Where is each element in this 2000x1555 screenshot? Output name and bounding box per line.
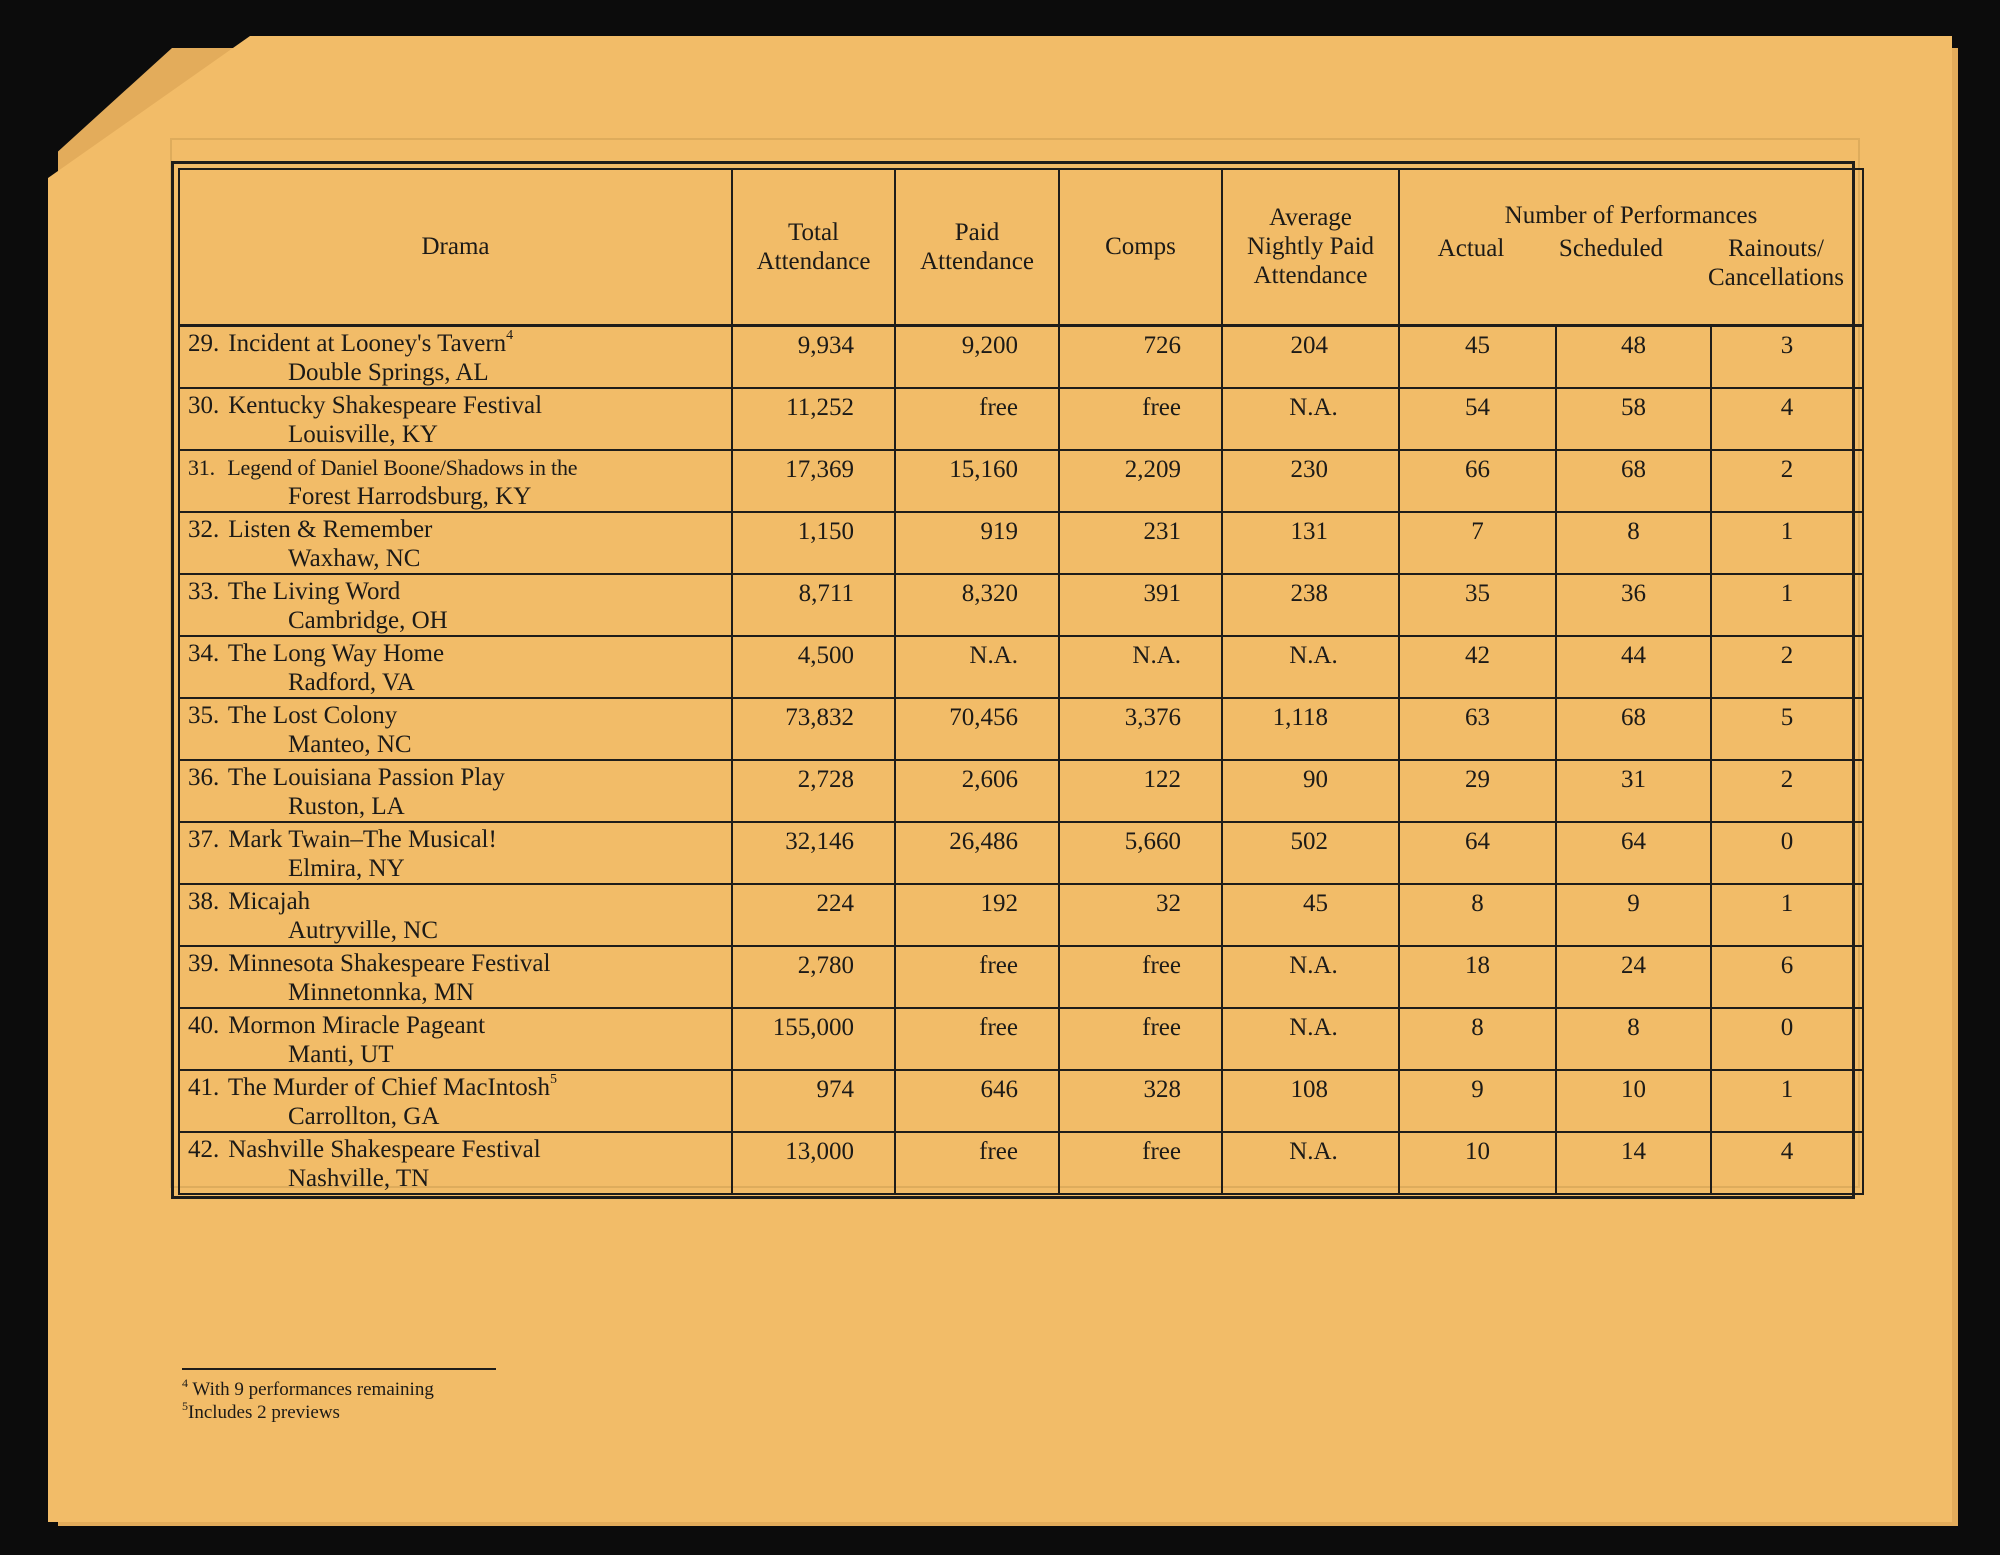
drama-cell xyxy=(179,760,732,822)
rainouts-cell: 0 xyxy=(1711,1008,1863,1070)
drama-location: Double Springs, AL xyxy=(288,358,489,386)
average-nightly-cell: 108 xyxy=(1222,1070,1399,1132)
drama-title: Mormon Miracle Pageant xyxy=(228,1011,486,1039)
actual-cell: 42 xyxy=(1399,636,1556,698)
actual-cell: 8 xyxy=(1399,884,1556,946)
comps-cell: 3,376 xyxy=(1059,698,1222,760)
drama-cell xyxy=(179,946,732,1008)
actual-cell: 35 xyxy=(1399,574,1556,636)
total-attendance-cell: 17,369 xyxy=(732,450,895,512)
paid-attendance-cell: free xyxy=(895,388,1059,450)
row-number: 38. xyxy=(188,887,220,915)
drama-title: The Living Word xyxy=(227,577,401,605)
rainouts-cell: 1 xyxy=(1711,884,1863,946)
total-attendance-cell: 8,711 xyxy=(732,574,895,636)
paid-attendance-cell: 70,456 xyxy=(895,698,1059,760)
total-attendance-cell: 11,252 xyxy=(732,388,895,450)
scheduled-cell: 8 xyxy=(1556,512,1711,574)
average-nightly-cell: 131 xyxy=(1222,512,1399,574)
footnote-marker: 4 xyxy=(506,328,514,344)
total-attendance-cell: 2,728 xyxy=(732,760,895,822)
comps-cell: 726 xyxy=(1059,325,1222,388)
actual-cell: 18 xyxy=(1399,946,1556,1008)
average-nightly-cell: 204 xyxy=(1222,325,1399,388)
actual-cell: 64 xyxy=(1399,822,1556,884)
scheduled-cell: 36 xyxy=(1556,574,1711,636)
actual-cell: 10 xyxy=(1399,1132,1556,1194)
drama-cell xyxy=(179,884,732,946)
row-number: 29. xyxy=(188,329,220,357)
table-row xyxy=(179,450,1863,512)
drama-location: Cambridge, OH xyxy=(288,606,448,634)
rainouts-cell: 4 xyxy=(1711,1132,1863,1194)
average-nightly-cell: N.A. xyxy=(1222,636,1399,698)
comps-cell: 2,209 xyxy=(1059,450,1222,512)
footnote-divider xyxy=(182,1368,496,1370)
drama-title: Kentucky Shakespeare Festival xyxy=(228,391,543,419)
table-body xyxy=(179,325,1863,1194)
row-number: 40. xyxy=(188,1011,220,1039)
total-attendance-cell: 32,146 xyxy=(732,822,895,884)
drama-title: Nashville Shakespeare Festival xyxy=(228,1135,541,1163)
paid-attendance-cell: 9,200 xyxy=(895,325,1059,388)
paid-attendance-cell: 646 xyxy=(895,1070,1059,1132)
average-nightly-cell: 238 xyxy=(1222,574,1399,636)
table-row xyxy=(179,884,1863,946)
actual-cell: 7 xyxy=(1399,512,1556,574)
table-row xyxy=(179,698,1863,760)
scheduled-cell: 58 xyxy=(1556,388,1711,450)
table-row xyxy=(179,1070,1863,1132)
scheduled-cell: 24 xyxy=(1556,946,1711,1008)
table-row xyxy=(179,1132,1863,1194)
scheduled-cell: 14 xyxy=(1556,1132,1711,1194)
total-attendance-cell: 4,500 xyxy=(732,636,895,698)
header-paid-attendance: Paid Attendance xyxy=(895,169,1059,325)
row-number: 32. xyxy=(188,515,220,543)
header-comps: Comps xyxy=(1059,169,1222,325)
row-number: 30. xyxy=(188,391,220,419)
rainouts-cell: 3 xyxy=(1711,325,1863,388)
drama-location: Nashville, TN xyxy=(288,1164,430,1192)
actual-cell: 63 xyxy=(1399,698,1556,760)
drama-cell xyxy=(179,822,732,884)
comps-cell: 5,660 xyxy=(1059,822,1222,884)
rainouts-cell: 0 xyxy=(1711,822,1863,884)
rainouts-cell: 6 xyxy=(1711,946,1863,1008)
total-attendance-cell: 13,000 xyxy=(732,1132,895,1194)
drama-location: Manteo, NC xyxy=(288,730,412,758)
drama-cell xyxy=(179,1008,732,1070)
header-average-nightly-paid: Average Nightly Paid Attendance xyxy=(1222,169,1399,325)
header-actual: Actual xyxy=(1437,235,1505,263)
drama-cell xyxy=(179,512,732,574)
drama-title: Legend of Daniel Boone/Shadows in the xyxy=(227,454,578,480)
table-row xyxy=(179,388,1863,450)
rainouts-cell: 5 xyxy=(1711,698,1863,760)
comps-cell: free xyxy=(1059,388,1222,450)
scheduled-cell: 68 xyxy=(1556,698,1711,760)
comps-cell: 32 xyxy=(1059,884,1222,946)
comps-cell: free xyxy=(1059,946,1222,1008)
scheduled-cell: 8 xyxy=(1556,1008,1711,1070)
footnote-marker: 5 xyxy=(549,1072,557,1088)
row-number: 39. xyxy=(188,949,220,977)
paid-attendance-cell: 2,606 xyxy=(895,760,1059,822)
drama-title: Minnesota Shakespeare Festival xyxy=(228,949,551,977)
table-row xyxy=(179,760,1863,822)
drama-title: Incident at Looney's Tavern xyxy=(228,329,507,357)
scheduled-cell: 64 xyxy=(1556,822,1711,884)
average-nightly-cell: 90 xyxy=(1222,760,1399,822)
row-number: 33. xyxy=(188,577,220,605)
header-number-of-performances: Number of Performances Actual Scheduled Rainouts/ Cancellations xyxy=(1399,169,1863,325)
paid-attendance-cell: free xyxy=(895,1132,1059,1194)
rainouts-cell: 4 xyxy=(1711,388,1863,450)
table-row xyxy=(179,325,1863,388)
header-rainouts-cancellations: Rainouts/ Cancellations xyxy=(1707,235,1845,292)
scheduled-cell: 44 xyxy=(1556,636,1711,698)
table-row xyxy=(179,1008,1863,1070)
total-attendance-cell: 974 xyxy=(732,1070,895,1132)
drama-title: The Lost Colony xyxy=(227,701,398,729)
drama-cell xyxy=(179,388,732,450)
total-attendance-cell: 73,832 xyxy=(732,698,895,760)
paid-attendance-cell: 15,160 xyxy=(895,450,1059,512)
table-row xyxy=(179,946,1863,1008)
comps-cell: 391 xyxy=(1059,574,1222,636)
rainouts-cell: 1 xyxy=(1711,1070,1863,1132)
row-number: 31. xyxy=(188,454,215,480)
actual-cell: 45 xyxy=(1399,325,1556,388)
paid-attendance-cell: free xyxy=(895,1008,1059,1070)
actual-cell: 29 xyxy=(1399,760,1556,822)
comps-cell: 122 xyxy=(1059,760,1222,822)
drama-location: Autryville, NC xyxy=(288,916,438,944)
attendance-table-frame xyxy=(171,161,1855,1199)
drama-location: Forest Harrodsburg, KY xyxy=(288,482,532,510)
scheduled-cell: 68 xyxy=(1556,450,1711,512)
comps-cell: 328 xyxy=(1059,1070,1222,1132)
drama-cell xyxy=(179,698,732,760)
footnote: $^4$ With 9 performances remaining xyxy=(182,1375,434,1400)
average-nightly-cell: 502 xyxy=(1222,822,1399,884)
header-total-attendance: Total Attendance xyxy=(732,169,895,325)
scheduled-cell: 9 xyxy=(1556,884,1711,946)
average-nightly-cell: 1,118 xyxy=(1222,698,1399,760)
drama-title: The Louisiana Passion Play xyxy=(227,763,505,791)
total-attendance-cell: 1,150 xyxy=(732,512,895,574)
average-nightly-cell: N.A. xyxy=(1222,946,1399,1008)
row-number: 37. xyxy=(188,825,220,853)
average-nightly-cell: N.A. xyxy=(1222,1132,1399,1194)
rainouts-cell: 2 xyxy=(1711,760,1863,822)
drama-title: The Murder of Chief MacIntosh xyxy=(227,1073,550,1101)
paid-attendance-cell: 26,486 xyxy=(895,822,1059,884)
row-number: 41. xyxy=(188,1073,220,1101)
actual-cell: 54 xyxy=(1399,388,1556,450)
drama-location: Ruston, LA xyxy=(288,792,405,820)
table-row xyxy=(179,636,1863,698)
total-attendance-cell: 2,780 xyxy=(732,946,895,1008)
actual-cell: 8 xyxy=(1399,1008,1556,1070)
paid-attendance-cell: N.A. xyxy=(895,636,1059,698)
scheduled-cell: 10 xyxy=(1556,1070,1711,1132)
drama-title: Mark Twain–The Musical! xyxy=(228,825,497,853)
scheduled-cell: 48 xyxy=(1556,325,1711,388)
table-row xyxy=(179,574,1863,636)
scheduled-cell: 31 xyxy=(1556,760,1711,822)
comps-cell: free xyxy=(1059,1008,1222,1070)
drama-title: The Long Way Home xyxy=(227,639,445,667)
comps-cell: free xyxy=(1059,1132,1222,1194)
rainouts-cell: 1 xyxy=(1711,574,1863,636)
row-number: 35. xyxy=(188,701,220,729)
total-attendance-cell: 224 xyxy=(732,884,895,946)
row-number: 42. xyxy=(188,1135,220,1163)
comps-cell: N.A. xyxy=(1059,636,1222,698)
drama-cell xyxy=(179,450,732,512)
drama-location: Minnetonnka, MN xyxy=(288,978,475,1006)
rainouts-cell: 2 xyxy=(1711,636,1863,698)
drama-cell xyxy=(179,1132,732,1194)
row-number: 34. xyxy=(188,639,220,667)
actual-cell: 9 xyxy=(1399,1070,1556,1132)
drama-location: Radford, VA xyxy=(288,668,415,696)
footnotes xyxy=(182,1375,434,1424)
drama-location: Elmira, NY xyxy=(288,854,405,882)
table-row xyxy=(179,822,1863,884)
drama-cell xyxy=(179,325,732,388)
average-nightly-cell: N.A. xyxy=(1222,388,1399,450)
paid-attendance-cell: free xyxy=(895,946,1059,1008)
header-drama: Drama xyxy=(179,169,732,325)
rainouts-cell: 2 xyxy=(1711,450,1863,512)
average-nightly-cell: 45 xyxy=(1222,884,1399,946)
drama-cell xyxy=(179,636,732,698)
drama-title: Listen & Remember xyxy=(228,515,433,543)
drama-location: Louisville, KY xyxy=(288,420,438,448)
drama-title: Micajah xyxy=(228,887,311,915)
row-number: 36. xyxy=(188,763,220,791)
total-attendance-cell: 155,000 xyxy=(732,1008,895,1070)
drama-cell xyxy=(179,1070,732,1132)
average-nightly-cell: N.A. xyxy=(1222,1008,1399,1070)
rainouts-cell: 1 xyxy=(1711,512,1863,574)
footnote: $^5$Includes 2 previews xyxy=(182,1398,340,1423)
table-row xyxy=(179,512,1863,574)
header-scheduled: Scheduled xyxy=(1558,235,1664,263)
drama-location: Carrollton, GA xyxy=(288,1102,440,1130)
paid-attendance-cell: 919 xyxy=(895,512,1059,574)
drama-location: Manti, UT xyxy=(288,1040,394,1068)
paid-attendance-cell: 8,320 xyxy=(895,574,1059,636)
attendance-table xyxy=(178,168,1864,1195)
comps-cell: 231 xyxy=(1059,512,1222,574)
drama-location: Waxhaw, NC xyxy=(288,544,421,572)
actual-cell: 66 xyxy=(1399,450,1556,512)
drama-cell xyxy=(179,574,732,636)
paid-attendance-cell: 192 xyxy=(895,884,1059,946)
average-nightly-cell: 230 xyxy=(1222,450,1399,512)
total-attendance-cell: 9,934 xyxy=(732,325,895,388)
